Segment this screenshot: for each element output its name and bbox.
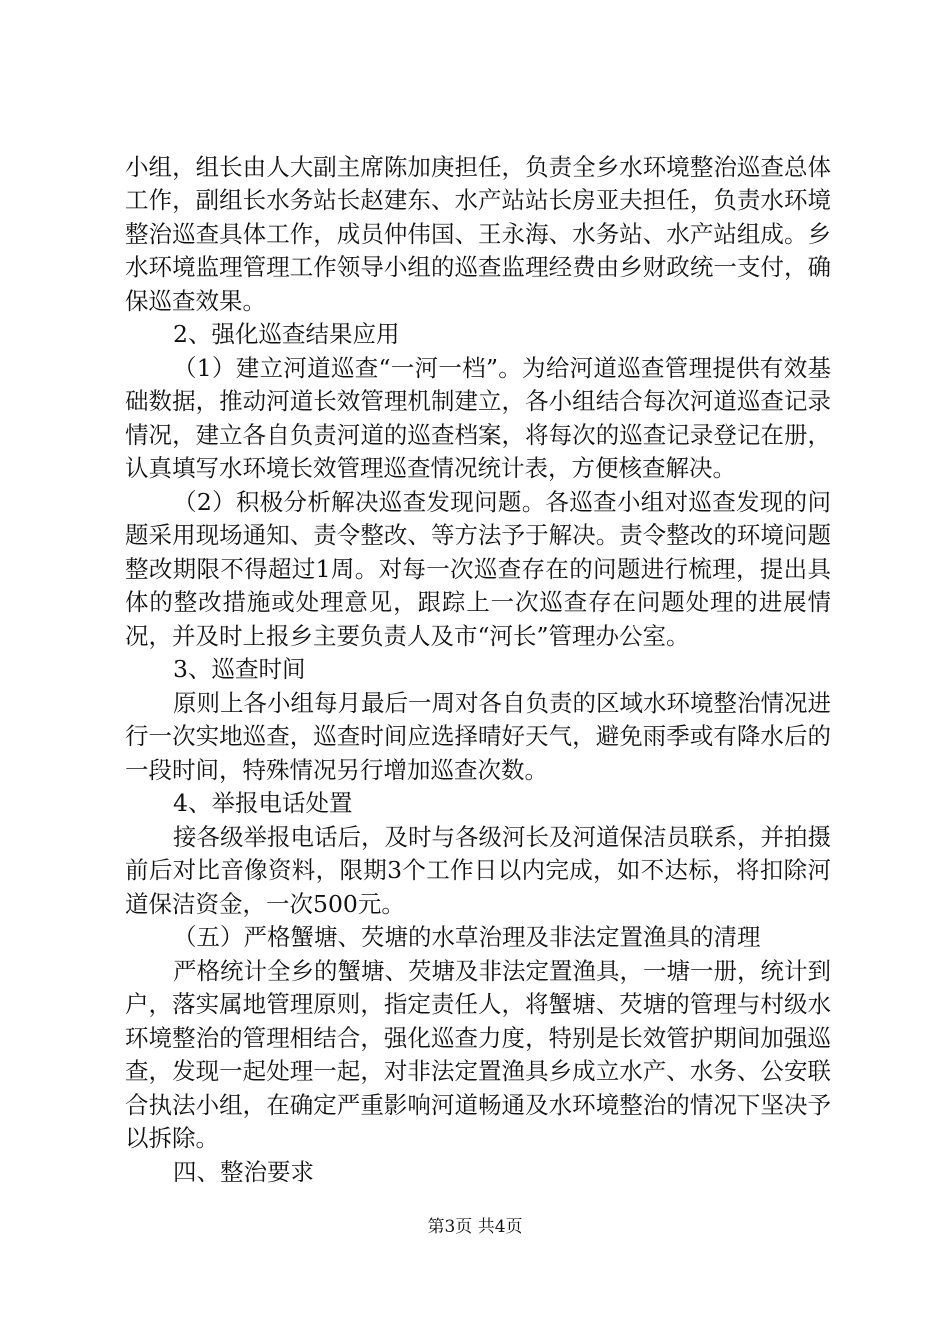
page-number-label: 第3页 共4页 — [427, 1217, 523, 1237]
section-heading-5: （五）严格蟹塘、芡塘的水草治理及非法定置渔具的清理 — [173, 923, 761, 952]
paragraph-4: （2）积极分析解决巡查发现问题。各巡查小组对巡查发现的问题采用现场通知、责令整改、等方法予于解决。责令整改的环境问题整改期限不得超过1周。对每一次巡查存在的问题进行梳理，提出具体的整改措施或处理意见，跟踪上一次巡查存在问题处理的进展情况，并及时上报乡主要负责人及市“河长”管理办公室。 — [125, 487, 831, 650]
document-body — [125, 151, 831, 1189]
paragraph-10: 严格统计全乡的蟹塘、芡塘及非法定置渔具，一塘一册，统计到户，落实属地管理原则，指定责任人，将蟹塘、芡塘的管理与村级水环境整治的管理相结合，强化巡查力度，特别是长效管护期间加强巡查，发现一起处理一起，对非法定置渔具乡成立水产、水务、公安联合执法小组，在确定严重影响河道畅通及水环境整治的情况下坚决予以拆除。 — [125, 956, 831, 1153]
section-heading-2: 2、强化巡查结果应用 — [173, 320, 400, 349]
paragraph-6: 原则上各小组每月最后一周对各自负责的区域水环境整治情况进行一次实地巡查，巡查时间应选择晴好天气，避免雨季或有降水后的一段时间，特殊情况另行增加巡查次数。 — [125, 688, 831, 784]
paragraph-8: 接各级举报电话后，及时与各级河长及河道保洁员联系，并拍摄前后对比音像资料，限期3个工作日以内完成，如不达标，将扣除河道保洁资金，一次500元。 — [125, 822, 831, 918]
paragraph-3: （1）建立河道巡查“一河一档”。为给河道巡查管理提供有效基础数据，推动河道长效管理机制建立，各小组结合每次河道巡查记录情况，建立各自负责河道的巡查档案，将每次的巡查记录登记在册，认真填写水环境长效管理巡查情况统计表，方便核查解决。 — [125, 353, 831, 483]
paragraph-1: 小组，组长由人大副主席陈加庚担任，负责全乡水环境整治巡查总体工作，副组长水务站长赵建东、水产站站长房亚夫担任，负责水环境整治巡查具体工作，成员仲伟国、王永海、水务站、水产站组成。乡水环境监理管理工作领导小组的巡查监理经费由乡财政统一支付，确保巡查效果。 — [125, 153, 831, 315]
section-heading-3: 3、巡查时间 — [173, 655, 306, 684]
section-heading-four: 四、整治要求 — [173, 1157, 314, 1186]
page-footer — [0, 1216, 950, 1238]
section-heading-4: 4、举报电话处置 — [173, 789, 353, 818]
